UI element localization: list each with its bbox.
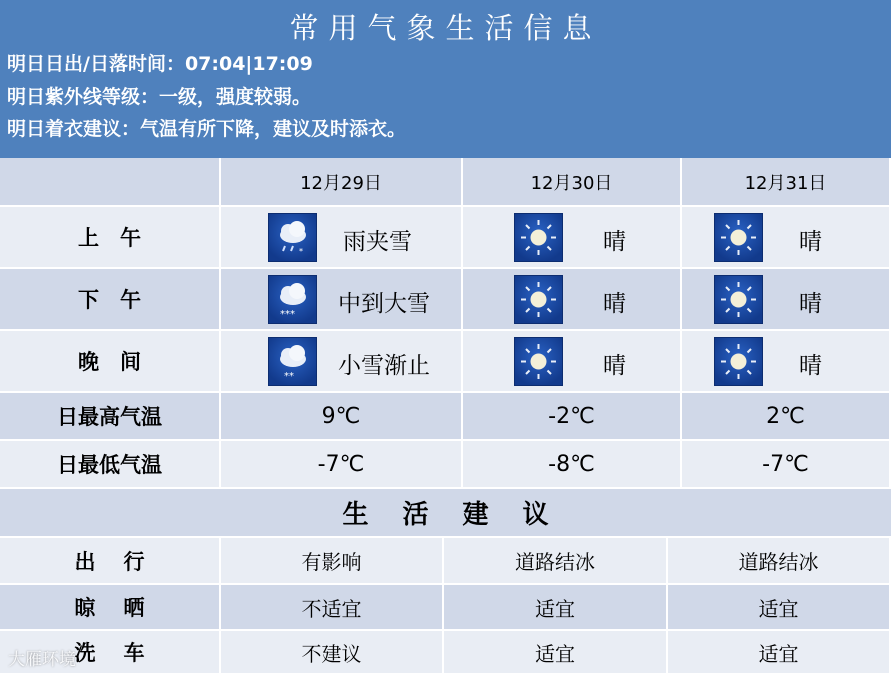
- weather-cell: [682, 269, 891, 331]
- life-label-carwash: 洗车: [0, 631, 221, 673]
- weather-cell: [221, 331, 463, 393]
- watermark: 大雁环境: [8, 650, 76, 670]
- condition-text: 晴: [603, 229, 626, 255]
- period-label-evening: 晚 间: [0, 331, 221, 393]
- high-temp-value: 9℃: [221, 393, 463, 441]
- corner-cell: [0, 158, 221, 207]
- life-value: 适宜: [668, 631, 891, 673]
- weather-cell: [221, 269, 463, 331]
- clothing-advice-text: 明日着衣建议：气温有所下降，建议及时添衣。: [7, 118, 407, 140]
- low-temp-value: -8℃: [463, 441, 682, 489]
- date-header-3: 12月31日: [682, 158, 891, 207]
- life-value: 不适宜: [221, 585, 444, 631]
- life-label-drying: 晾晒: [0, 585, 221, 631]
- svg-text:*: *: [299, 247, 303, 256]
- sun-icon: [514, 337, 563, 386]
- life-label-travel: 出行: [0, 538, 221, 585]
- uv-level-text: 明日紫外线等级：一级，强度较弱。: [7, 86, 312, 108]
- life-value: 不建议: [221, 631, 444, 673]
- high-temp-label: 日最高气温: [0, 393, 221, 441]
- period-label-morning: 上 午: [0, 207, 221, 269]
- condition-text: 晴: [799, 229, 822, 255]
- date-header-2: 12月30日: [463, 158, 682, 207]
- weather-cell: [463, 331, 682, 393]
- condition-text: 中到大雪: [338, 291, 430, 317]
- low-temp-label: 日最低气温: [0, 441, 221, 489]
- condition-text: 雨夹雪: [343, 229, 412, 255]
- life-advice-title: 生活建议: [0, 489, 891, 538]
- low-temp-value: -7℃: [682, 441, 891, 489]
- high-temp-value: 2℃: [682, 393, 891, 441]
- weather-cell: [221, 207, 463, 269]
- light-snow-icon: [268, 337, 317, 386]
- sun-icon: [514, 213, 563, 262]
- life-value: 有影响: [221, 538, 444, 585]
- life-value: 道路结冰: [668, 538, 891, 585]
- condition-text: 晴: [799, 291, 822, 317]
- sun-icon: [714, 337, 763, 386]
- life-value: 适宜: [668, 585, 891, 631]
- weather-cell: [463, 269, 682, 331]
- condition-text: 小雪渐止: [338, 353, 430, 379]
- sun-icon: [514, 275, 563, 324]
- condition-text: 晴: [799, 353, 822, 379]
- svg-text:***: ***: [280, 309, 295, 320]
- life-value: 适宜: [444, 585, 668, 631]
- sunrise-sunset-text: 明日日出/日落时间：07:04|17:09: [7, 53, 313, 75]
- sun-icon: [714, 275, 763, 324]
- period-label-afternoon: 下 午: [0, 269, 221, 331]
- svg-text:**: **: [284, 371, 294, 382]
- weather-cell: [682, 331, 891, 393]
- condition-text: 晴: [603, 291, 626, 317]
- heavy-snow-icon: [268, 275, 317, 324]
- date-header-1: 12月29日: [221, 158, 463, 207]
- weather-cell: [682, 207, 891, 269]
- page-title: 常用气象生活信息: [289, 11, 602, 45]
- sun-icon: [714, 213, 763, 262]
- life-value: 道路结冰: [444, 538, 668, 585]
- sleet-icon: [268, 213, 317, 262]
- life-value: 适宜: [444, 631, 668, 673]
- condition-text: 晴: [603, 353, 626, 379]
- low-temp-value: -7℃: [221, 441, 463, 489]
- weather-cell: [463, 207, 682, 269]
- high-temp-value: -2℃: [463, 393, 682, 441]
- header-panel: [0, 0, 891, 158]
